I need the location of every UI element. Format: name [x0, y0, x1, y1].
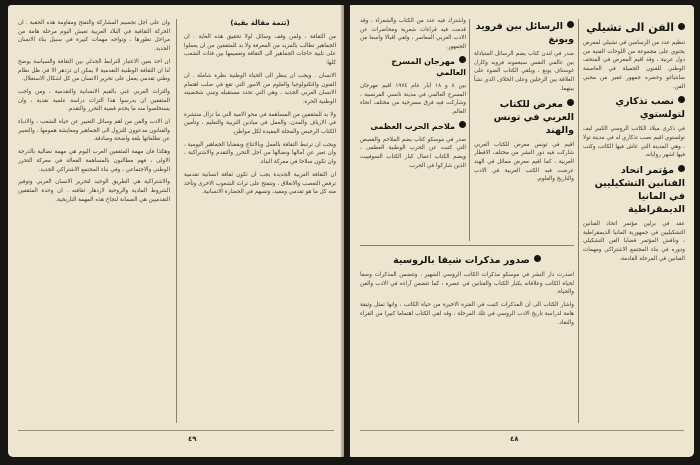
- bullet-icon: [459, 121, 466, 128]
- column-divider: [578, 19, 579, 423]
- footer-rule: [360, 430, 684, 431]
- bullet-icon: [459, 56, 466, 63]
- paragraph: ان الادب والفن من اهم وسائل التعبير عن حياة الشعب ، والادباء والفنانون مدعوون للنزول الى الجماهير ومعايشة همومها ، والتعبير عن تطلعاتها بلغة واضحة وصادقة.: [18, 119, 170, 143]
- news-heading: الفن الى تشيلي: [583, 20, 685, 35]
- paragraph: ولا بد للمثقفين من المساهمة في محو الامية التي ما تزال منتشرة في الارياف والمدن، والعمل في ميادين التربية والتعليم ، وتأمين الكتاب الرخيص والمجلة المفيدة لكل مواطن.: [184, 111, 336, 136]
- left-page: [8, 5, 344, 457]
- right-page-column-2: [474, 17, 574, 241]
- column-divider: [176, 19, 177, 423]
- bullet-icon: [567, 99, 574, 106]
- bullet-icon: [678, 23, 685, 30]
- paragraph: وان على اجل تجسيم المشاركة والتفتح ومقاومة هذه الحقبة . ان الحركة الثقافية في البلاد العربية تعيش اليوم مرحلة هامة من مراحل تطورها ، وتواجه مهمات كبيرة في سبيل بناء الانسان الجديد.: [18, 20, 170, 53]
- page-number: ٤٩: [188, 435, 197, 443]
- right-page-bottom-story: [360, 251, 574, 427]
- paragraph: من الثقافة ، ولمن وقف وسائل لولا تحقيق هذه الغاية . ان الجماهير تطالب بالمزيد من المعرفة ولا بد للمثقفين من ان يعملوا على تلبية حاجات الجماهير الى الثقافة وتعميمها بين فئات الشعب كلها.: [184, 34, 336, 67]
- page-number: ٤٨: [510, 435, 519, 443]
- right-page-column-3: [360, 17, 466, 241]
- left-page-right-column: [184, 19, 336, 201]
- paragraph: ان الثقافة العربية الجديدة يجب ان تكون ثقافة انسانية تقدمية ترفض التعصب والانغلاق ، وتنفتح على تراث الشعوب الاخرى وتأخذ منه كل ما هو تقدمي ومفيد، وتسهم في الحضارة الانسانية.: [184, 171, 336, 196]
- paragraph: واشار الكتاب الى ان المذكرات كتبت في الفترة الاخيرة من حياة الكاتب ، وانها تمثل وثيقة هامة لدراسة تاريخ الادب الروسي في تلك المرحلة ، وقد لقي الكتاب اهتماما كبيرا من القراء والنقاد.: [360, 302, 574, 326]
- bullet-icon: [567, 21, 574, 28]
- paragraph: في ذكرى ميلاد الكاتب الروسي الكبير ليف تولستوي اقيم نصب تذكاري له في مدينة تولا ، وهي المدينة التي عاش فيها الكاتب وكتب فيها اشهر رواياته.: [583, 126, 685, 159]
- news-heading: مهرجان المسرح العالمي: [391, 56, 466, 77]
- column-divider: [469, 19, 470, 241]
- section-divider: [360, 245, 574, 246]
- right-page: [350, 5, 694, 457]
- paragraph: ان اخذ بعين الاعتبار الترابط الجدلي بين الثقافة والسياسة يوضح لنا ان الثقافة الوطنية التقدمية لا يمكن ان تزدهر الا في ظل نظام وطني تقدمي يعمل على تحرير الانسان من كل اشكال الاستغلال.: [18, 58, 170, 83]
- bullet-icon: [678, 96, 685, 103]
- news-heading: ملاحم الحرب العظمى: [360, 121, 466, 132]
- paragraph: عقد في برلين مؤتمر اتحاد الفنانين التشكيليين في جمهورية المانيا الديمقراطية ، وناقش المؤتمر قضايا الفن التشكيلي ودوره في بناء المجتمع الاشتراكي ومهمات الفنانين في المرحلة القادمة.: [583, 221, 685, 262]
- paragraph: والتراث العربي غني بالقيم الانسانية والتقدمية ، ومن واجب المثقفين ان يدرسوا هذا التراث دراسة علمية نقدية ، وان يستخلصوا منه ما يخدم قضية التحرر والتقدم.: [18, 88, 170, 113]
- bullet-icon: [534, 255, 541, 262]
- paragraph: تنظيم عدد من الرسامين في تشيلي لمعرض يحتوي على مجموعة من اللوحات الفنية من دول عربية ، وقد اقيم المعرض في المتحف الوطني للفنون الجميلة في العاصمة سانتياغو وحضره جمهور غفير من محبي الفن.: [583, 40, 685, 90]
- right-page-column-1: [583, 17, 685, 268]
- paragraph: وهكذا فان مهمة المثقفين العرب اليوم هي مهمة نضالية بالدرجة الاولى ، فهم مطالبون بالمساهمة الفعالة في معركة التحرر الوطني والاجتماعي ، وفي بناء المجتمع الاشتراكي الجديد.: [18, 149, 170, 173]
- continuation-subhead: (تتمة مقالة بقية): [230, 19, 290, 27]
- paragraph: الانسان . ويجب ان ينظر الى الحياة الوطنية نظرة شاملة . ان الفنون والتكنولوجيا والعلوم من الامور التي تقع في صلب اهتمام الانسان العربي الجديد ، وهي التي تحدد مستقبله وتبني شخصيته الوطنية الحرة.: [184, 72, 336, 105]
- bullet-icon: [678, 165, 685, 172]
- paragraph: والاشتراكية هي الطريق الوحيد لتحرير الانسان العربي وتوفير الشروط المادية والروحية لازدهار ثقافته . ان وحدة المثقفين التقدميين هي الضمانة لنجاح هذه المهمة التاريخية.: [18, 179, 170, 203]
- paragraph: واشترك فيه عدد من الكتاب والشعراء ، وقد قدمت فيه قراءات شعرية ومحاضرات عن الادب العربي المعاصر ، ولقي اقبالا واسعا من الجمهور.: [360, 18, 466, 51]
- paragraph: صدر في موسكو كتاب يضم الملاحم والقصص التي كتبت عن الحرب الوطنية العظمى ، ويضم الكتاب اعمال كبار الكتاب السوفييت الذين شاركوا في الحرب.: [360, 136, 466, 169]
- paragraph: اصدرت دار النشر في موسكو مذكرات الكاتب الروسي الشهير ، وتتضمن المذكرات وصفا لحياة الكاتب وعلاقاته بكبار الكتاب والفنانين في عصره ، كما تتضمن آراءه في الادب والفن والحياة.: [360, 272, 574, 296]
- footer-rule: [18, 430, 334, 431]
- paragraph: بين ٨ و ١٨ ايار عام ١٩٧٤ اقيم مهرجان المسرح العالمي في مدينة نانسي الفرنسية ، وشاركت فيه فرق مسرحية من مختلف انحاء العالم.: [360, 82, 466, 115]
- paragraph: اقيم في تونس معرض للكتاب العربي شاركت فيه دور النشر من مختلف الاقطار العربية ، كما اقيم معرض مماثل في الهند عرضت فيه الكتب العربية في الادب والتاريخ والعلوم.: [474, 141, 574, 183]
- news-heading: مؤتمر اتحاد الفنانين التشكيليين في المانيا الديمقراطية: [594, 165, 685, 216]
- paragraph: ويجب ان ترتبط الثقافة بالعمل وبالانتاج وبقضايا الجماهير اليومية ، وان تعبر عن آمالها ونضالها من اجل التحرر والتقدم والاشتراكية ، وان تكون سلاحا في معركة البناء.: [184, 141, 336, 166]
- left-page-left-column: [18, 19, 170, 208]
- news-heading: معرض للكتاب العربي في تونس والهند: [493, 98, 574, 136]
- news-heading: صدور مذكرات شيقا بالروسية: [360, 254, 574, 267]
- news-heading: نصب تذكاري لتولستوي: [615, 96, 685, 121]
- paragraph: صدر في لندن كتاب يضم الرسائل المتبادلة بين عالمي النفس سيغموند فرويد وكارل غوستاف يونغ ، ويلقي الكتاب الضوء على العلاقة بين الرجلين وعلى الخلاف الذي نشأ بينهما.: [474, 51, 574, 92]
- news-heading: الرسائل بين فرويد ويونغ: [475, 21, 574, 45]
